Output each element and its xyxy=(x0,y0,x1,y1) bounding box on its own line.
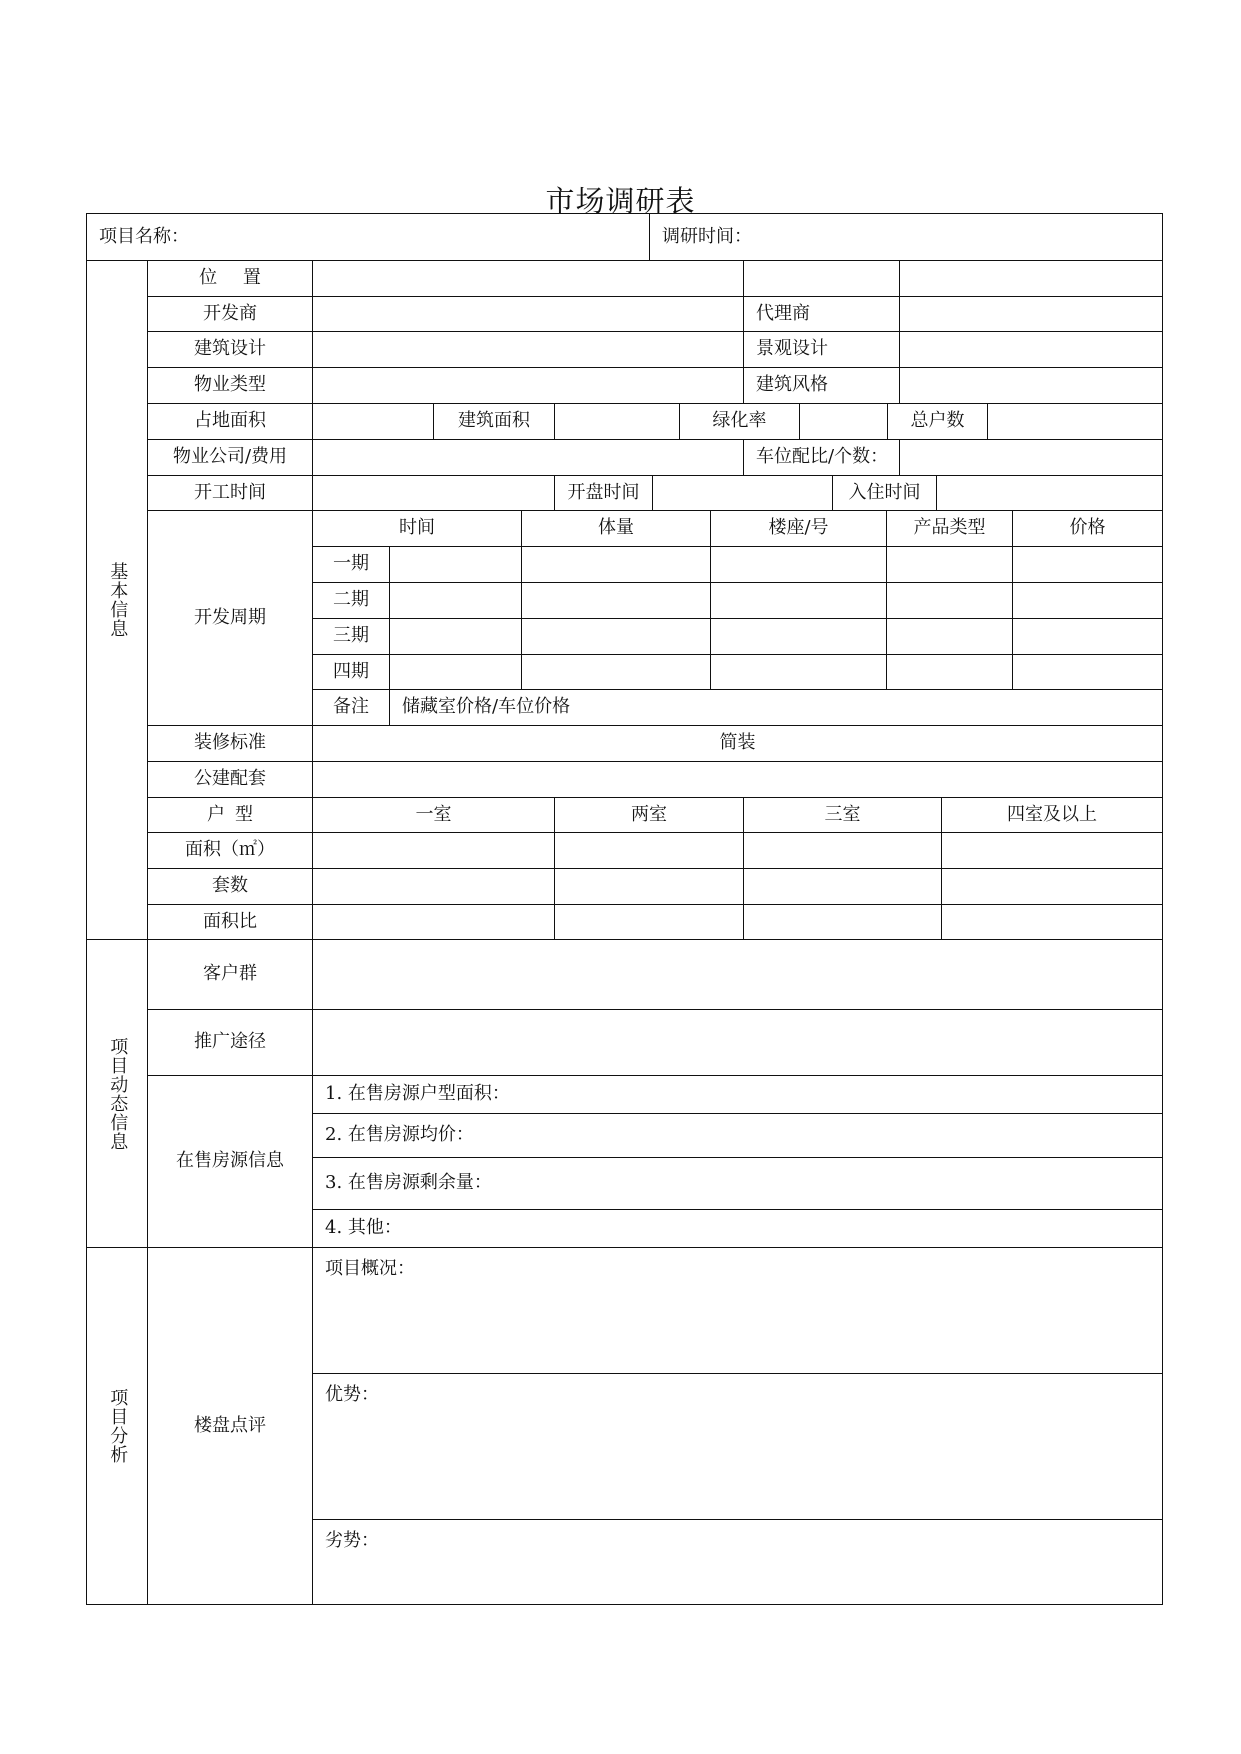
unit-type-label: 户型 xyxy=(147,797,313,833)
phase-cell[interactable] xyxy=(389,618,522,655)
phase-cell[interactable] xyxy=(710,618,887,655)
unit-cell[interactable] xyxy=(554,904,744,940)
location-label: 位 置 xyxy=(147,260,313,297)
phase-cell[interactable] xyxy=(710,582,887,619)
unit-row-label: 面积（㎡） xyxy=(147,832,313,869)
unit-cell[interactable] xyxy=(743,904,942,940)
phase-cell[interactable] xyxy=(389,546,522,583)
land-area-value[interactable] xyxy=(312,403,434,440)
phase-cell[interactable] xyxy=(521,546,711,583)
arch-design-value[interactable] xyxy=(312,331,744,368)
start-time-value[interactable] xyxy=(312,475,555,511)
unit-cell[interactable] xyxy=(941,832,1163,869)
agent-label: 代理商 xyxy=(743,296,900,332)
landscape-design-value[interactable] xyxy=(899,331,1163,368)
phase-header: 体量 xyxy=(521,510,711,547)
on-sale-label: 在售房源信息 xyxy=(147,1075,313,1248)
advantages-field[interactable]: 优势： xyxy=(312,1373,1163,1520)
unit-cell[interactable] xyxy=(554,868,744,905)
on-sale-item[interactable]: 3. 在售房源剩余量： xyxy=(312,1157,1163,1210)
on-sale-item[interactable]: 2. 在售房源均价： xyxy=(312,1113,1163,1158)
dev-cycle-label: 开发周期 xyxy=(147,510,313,726)
phase-label: 四期 xyxy=(312,654,390,690)
phase-cell[interactable] xyxy=(389,582,522,619)
phase-header: 楼座/号 xyxy=(710,510,887,547)
decoration-label: 装修标准 xyxy=(147,725,313,762)
decoration-value[interactable]: 简装 xyxy=(312,725,1163,762)
property-company-value[interactable] xyxy=(312,439,744,476)
disadvantages-field[interactable]: 劣势： xyxy=(312,1519,1163,1605)
unit-header: 三室 xyxy=(743,797,942,833)
phase-label: 三期 xyxy=(312,618,390,655)
page-title: 市场调研表 xyxy=(545,184,696,219)
property-type-value[interactable] xyxy=(312,367,744,404)
phase-cell[interactable] xyxy=(886,618,1013,655)
landscape-design-label: 景观设计 xyxy=(743,331,900,368)
unit-header: 四室及以上 xyxy=(941,797,1163,833)
phase-cell[interactable] xyxy=(886,582,1013,619)
phase-label: 二期 xyxy=(312,582,390,619)
remark-label: 备注 xyxy=(312,689,390,726)
phase-cell[interactable] xyxy=(886,654,1013,690)
customers-label: 客户群 xyxy=(147,939,313,1010)
unit-cell[interactable] xyxy=(941,868,1163,905)
phase-cell[interactable] xyxy=(710,546,887,583)
households-label: 总户数 xyxy=(887,403,988,440)
unit-cell[interactable] xyxy=(312,904,555,940)
unit-row-label: 面积比 xyxy=(147,904,313,940)
section-project-analysis: 项目分析 xyxy=(86,1247,148,1605)
customers-value[interactable] xyxy=(312,939,1163,1010)
public-facilities-value[interactable] xyxy=(312,761,1163,798)
phase-cell[interactable] xyxy=(1012,618,1163,655)
unit-cell[interactable] xyxy=(743,868,942,905)
unit-row-label: 套数 xyxy=(147,868,313,905)
phase-cell[interactable] xyxy=(521,582,711,619)
phase-header: 时间 xyxy=(312,510,522,547)
public-facilities-label: 公建配套 xyxy=(147,761,313,798)
phase-label: 一期 xyxy=(312,546,390,583)
section-basic-info: 基本信息 xyxy=(86,260,148,940)
developer-value[interactable] xyxy=(312,296,744,332)
phase-cell[interactable] xyxy=(1012,546,1163,583)
location-value[interactable] xyxy=(312,260,744,297)
unit-cell[interactable] xyxy=(743,832,942,869)
phase-cell[interactable] xyxy=(521,618,711,655)
build-area-label: 建筑面积 xyxy=(433,403,555,440)
overview-field[interactable]: 项目概况： xyxy=(312,1247,1163,1374)
agent-value[interactable] xyxy=(899,296,1163,332)
phase-header: 产品类型 xyxy=(886,510,1013,547)
land-area-label: 占地面积 xyxy=(147,403,313,440)
households-value[interactable] xyxy=(987,403,1163,440)
parking-ratio-value[interactable] xyxy=(899,439,1163,476)
phase-cell[interactable] xyxy=(886,546,1013,583)
unit-cell[interactable] xyxy=(941,904,1163,940)
remark-value[interactable]: 储藏室价格/车位价格 xyxy=(389,689,1163,726)
green-rate-value[interactable] xyxy=(799,403,888,440)
promotion-value[interactable] xyxy=(312,1009,1163,1076)
promotion-label: 推广途径 xyxy=(147,1009,313,1076)
phase-cell[interactable] xyxy=(1012,654,1163,690)
unit-header: 一室 xyxy=(312,797,555,833)
unit-cell[interactable] xyxy=(312,868,555,905)
phase-cell[interactable] xyxy=(1012,582,1163,619)
arch-style-value[interactable] xyxy=(899,367,1163,404)
project-name-field[interactable]: 项目名称： xyxy=(86,213,650,261)
phase-cell[interactable] xyxy=(710,654,887,690)
start-time-label: 开工时间 xyxy=(147,475,313,511)
arch-style-label: 建筑风格 xyxy=(743,367,900,404)
parking-ratio-label: 车位配比/个数： xyxy=(743,439,900,476)
property-company-label: 物业公司/费用 xyxy=(147,439,313,476)
location-extra-2[interactable] xyxy=(899,260,1163,297)
survey-time-field[interactable]: 调研时间： xyxy=(649,213,1163,261)
unit-cell[interactable] xyxy=(554,832,744,869)
unit-header: 两室 xyxy=(554,797,744,833)
property-type-label: 物业类型 xyxy=(147,367,313,404)
move-in-time-label: 入住时间 xyxy=(832,475,937,511)
phase-cell[interactable] xyxy=(521,654,711,690)
developer-label: 开发商 xyxy=(147,296,313,332)
unit-cell[interactable] xyxy=(312,832,555,869)
section-project-dynamics: 项目动态信息 xyxy=(86,939,148,1248)
on-sale-item[interactable]: 4. 其他： xyxy=(312,1209,1163,1248)
location-extra-1[interactable] xyxy=(743,260,900,297)
green-rate-label: 绿化率 xyxy=(679,403,800,440)
move-in-time-value[interactable] xyxy=(936,475,1163,511)
phase-cell[interactable] xyxy=(389,654,522,690)
phase-header: 价格 xyxy=(1012,510,1163,547)
build-area-value[interactable] xyxy=(554,403,680,440)
on-sale-item[interactable]: 1. 在售房源户型面积： xyxy=(312,1075,1163,1114)
survey-form xyxy=(87,214,1150,1591)
open-time-value[interactable] xyxy=(652,475,833,511)
arch-design-label: 建筑设计 xyxy=(147,331,313,368)
open-time-label: 开盘时间 xyxy=(554,475,653,511)
review-label: 楼盘点评 xyxy=(147,1247,313,1605)
